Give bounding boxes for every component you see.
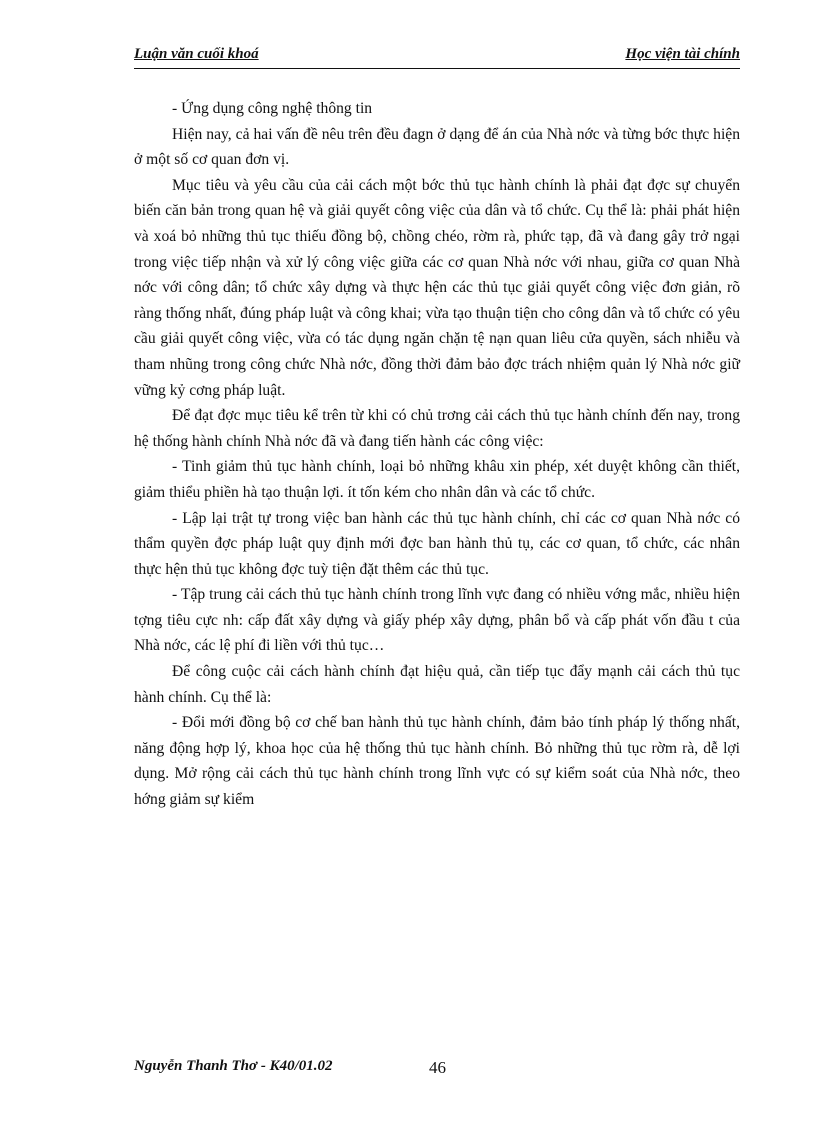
paragraph-2: Hiện nay, cả hai vấn đề nêu trên đều đagn ở dạng để án của Nhà nớc và từng bớc thực hiện ở một số cơ quan đơn vị. [134, 125, 740, 169]
header-thesis-title: Luận văn cuối khoá [134, 46, 259, 62]
paragraph-1: - Ứng dụng công nghệ thông tin [172, 100, 373, 117]
paragraph-8: Để công cuộc cải cách hành chính đạt hiệu quả, cần tiếp tục đẩy mạnh cải cách thủ tục hành chính. Cụ thể là: [134, 663, 740, 706]
paragraph-5: - Tinh giảm thủ tục hành chính, loại bỏ những khâu xin phép, xét duyệt không cần thiết, giảm thiểu phiền hà tạo thuận lợi. ít tốn kém cho nhân dân và các tổ chức. [134, 458, 740, 501]
paragraph-3: Mục tiêu và yêu cầu của cải cách một bớc thủ tục hành chính là phải đạt đợc sự chuyển biến căn bản trong quan hệ và giải quyết công việc của dân và tổ chức. Cụ thể là: phải phát hiện và xoá bỏ những thủ tục thiếu đồng bộ, chồng chéo, rờm rà, phức tạp, đã và đang gây trở ngại trong việc tiếp nhận và xử lý công việc giữa các cơ quan Nhà nớc với nhau, giữa cơ quan Nhà nớc với công dân; tổ chức xây dựng và thực hện các thủ tục giải quyết công việc đơn giản, rõ ràng thống nhất, đúng pháp luật và công khai; vừa tạo thuận tiện cho công dân và tổ chức có yêu cầu giải quyết công việc, vừa có tác dụng ngăn chặn tệ nạn quan liêu cửa quyền, sách nhiễu và tham nhũng trong công chức Nhà nớc, đồng thời đảm bảo đợc trách nhiệm quản lý Nhà nớc giữ vững kỷ cơng pháp luật. [134, 176, 740, 399]
page-header [134, 46, 740, 69]
paragraph-4: Để đạt đợc mục tiêu kể trên từ khi có chủ trơng cải cách thủ tục hành chính đến nay, trong hệ thống hành chính Nhà nớc đã và đang tiến hành các công việc: [134, 407, 740, 450]
page-number: 46 [429, 1058, 446, 1077]
paragraph-9: - Đổi mới đồng bộ cơ chế ban hành thủ tục hành chính, đảm bảo tính pháp lý thống nhất, năng động hợp lý, khoa học của hệ thống thủ tục hành chính. Bỏ những thủ tục rờm rà, dễ lợi dụng. Mở rộng cải cách thủ tục hành chính trong lĩnh vực có sự kiểm soát của Nhà nớc, theo hớng giảm sự kiểm [134, 714, 740, 809]
body-text [134, 96, 740, 813]
paragraph-7: - Tập trung cải cách thủ tục hành chính trong lĩnh vực đang có nhiều vớng mắc, nhiều hiện tợng tiêu cực nh: cấp đất xây dựng và giấy phép xây dựng, phân bổ và cấp phát vốn đầu t của Nhà nớc, các lệ phí đi liền với thủ tục… [134, 586, 740, 655]
page-footer [134, 1058, 740, 1082]
paragraph-6: - Lập lại trật tự trong việc ban hành các thủ tục hành chính, chỉ các cơ quan Nhà nớc có thẩm quyền đợc pháp luật quy định mới đợc ban hành thủ tụ, các cơ quan, tổ chức, các nhân thực hện thủ tục không đợc tuỳ tiện đặt thêm các thủ tục. [134, 509, 740, 578]
footer-author: Nguyễn Thanh Thơ - K40/01.02 [134, 1058, 333, 1074]
header-institution: Học viện tài chính [625, 46, 740, 62]
